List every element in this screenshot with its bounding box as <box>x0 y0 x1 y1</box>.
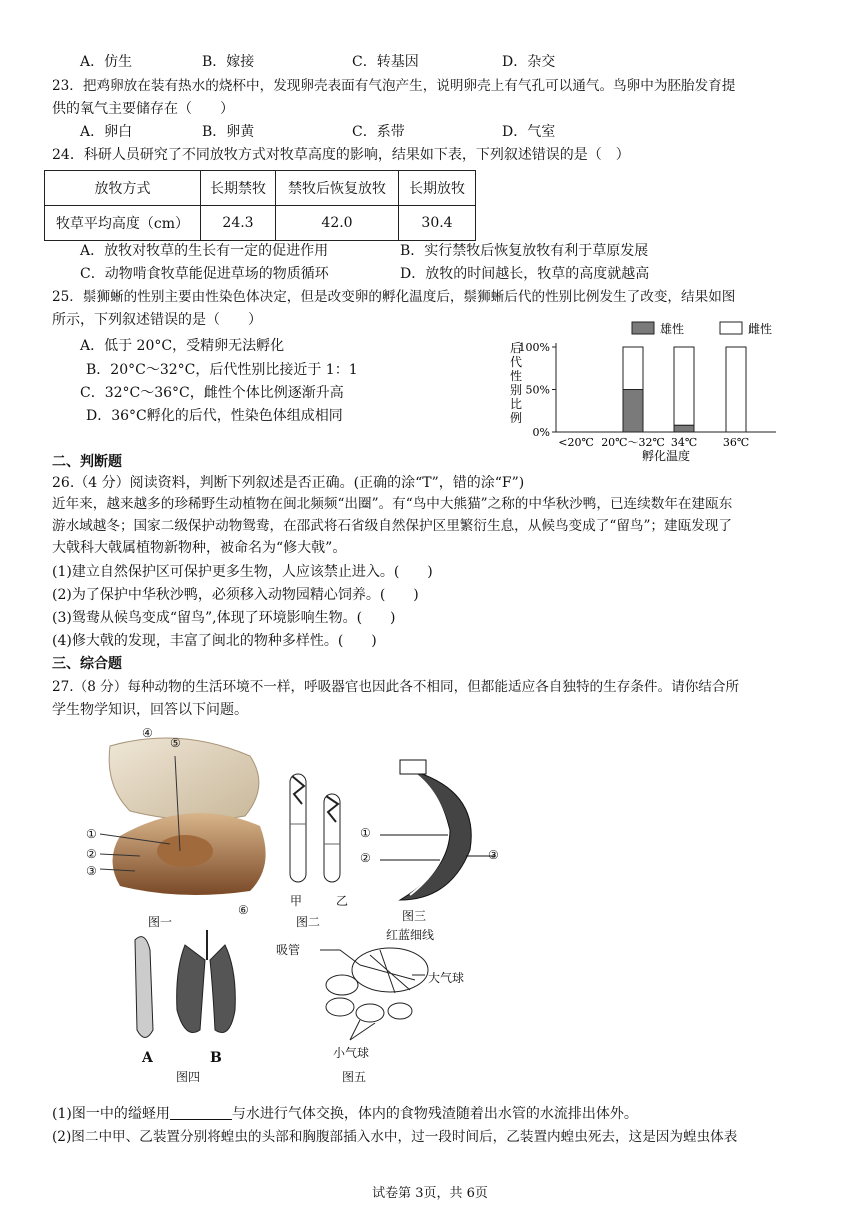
section-2-title: 二、判断题 <box>52 454 122 470</box>
bar-female <box>674 347 694 425</box>
q26-item-3: (3)鸳鸯从候鸟变成“留鸟”,体现了环境影响生物。( ) <box>52 610 396 626</box>
fig3-label-2: ② <box>360 851 371 865</box>
q27-stem-line1: 27.（8 分）每种动物的生活环境不一样，呼吸器官也因此各不相同，但都能适应各自独特的生存条件。请你结合所 <box>52 679 740 695</box>
q26-item-4: (4)修大戟的发现，丰富了闽北的物种多样性。( ) <box>52 633 377 649</box>
q23-option-a: A．卵白 <box>80 124 133 140</box>
table-header-row <box>45 171 476 206</box>
q23-option-b: B．卵黄 <box>202 124 255 140</box>
bar-female <box>726 347 746 432</box>
q26-para-line1: 近年来，越来越多的珍稀野生动植物在闽北频频“出圈”。有“鸟中大熊猫”之称的中华秋沙鸭，已连续数年在建瓯东 <box>52 496 733 512</box>
q26-item-2: (2)为了保护中华秋沙鸭，必须移入动物园精心饲养。( ) <box>52 587 419 603</box>
fig3-subcaption: 红蓝细线 <box>386 928 435 942</box>
figure-3-fish-gill <box>370 750 510 910</box>
fig2-label-jia: 甲 <box>290 894 303 908</box>
bar-male <box>623 390 643 433</box>
table-header-cell: 禁牧后恢复放牧 <box>276 171 399 206</box>
x-tick-label: 36℃ <box>722 436 750 449</box>
x-tick-label: 20℃～32℃ <box>601 436 665 449</box>
fig3-caption: 图三 <box>402 909 427 923</box>
table-cell: 30.4 <box>399 206 476 241</box>
fig4-label-a: A <box>142 1050 153 1066</box>
q24-option-c: C．动物啃食牧草能促进草场的物质循环 <box>80 266 329 282</box>
table-header-cell: 长期放牧 <box>399 171 476 206</box>
q26-para-line3: 大戟科大戟属植物新物种，被命名为“修大戟”。 <box>52 540 347 556</box>
y-axis-label-char: 比 <box>510 397 523 411</box>
q26-para-line2: 游水域越冬；国家二级保护动物鸳鸯，在邵武将石省级自然保护区里繁衍生息，从候鸟变成了“留鸟”；建瓯发现了 <box>52 518 732 534</box>
q25-option-c: C．32°C～36°C，雌性个体比例逐渐升高 <box>80 385 344 401</box>
q22-option-c: C．转基因 <box>352 54 419 70</box>
figure-5-airsac-model <box>300 935 450 1055</box>
q23-option-c: C．系带 <box>352 124 405 140</box>
table-cell: 24.3 <box>201 206 276 241</box>
y-axis-label-char: 性 <box>510 369 523 383</box>
q27-sub2: (2)图二中甲、乙装置分别将蝗虫的头部和胸腹部插入水中，过一段时间后，乙装置内蝗虫死去，这是因为蝗虫体表 <box>52 1129 738 1145</box>
figure-4-lungs <box>115 930 245 1050</box>
fig1-label-4: ④ <box>142 726 153 740</box>
y-tick-label: 100% <box>518 341 550 354</box>
q22-option-d: D．杂交 <box>502 54 556 70</box>
fig5-caption: 图五 <box>342 1070 367 1084</box>
legend-label: 雄性 <box>660 322 685 336</box>
fig1-caption: 图一 <box>148 915 173 929</box>
page-footer: 试卷第 3页，共 6页 <box>372 1186 488 1201</box>
q26-item-1: (1)建立自然保护区可保护更多生物，人应该禁止进入。( ) <box>52 564 433 580</box>
legend-swatch <box>632 322 654 334</box>
fig5-label-small-balloon: 小气球 <box>333 1046 370 1060</box>
grazing-table <box>44 170 476 241</box>
table-cell: 42.0 <box>276 206 399 241</box>
answer-blank[interactable] <box>170 1105 232 1120</box>
q25-option-d: D．36°C孵化的后代，性染色体组成相同 <box>86 408 343 424</box>
fig3-label-1: ① <box>360 826 371 840</box>
x-axis-label: 孵化温度 <box>641 449 691 462</box>
fig1-label-3: ③ <box>86 864 97 878</box>
y-axis-label-char: 后 <box>510 341 523 355</box>
table-header-cell: 放牧方式 <box>45 171 201 206</box>
fig2-label-yi: 乙 <box>336 894 349 908</box>
fig3-label-3: ③ <box>488 848 499 862</box>
fig1-label-5: ⑤ <box>170 736 181 750</box>
q27-stem-line2: 学生物学知识，回答以下问题。 <box>52 702 248 718</box>
y-tick-label: 0% <box>532 426 550 439</box>
q24-option-d: D．放牧的时间越长，牧草的高度就越高 <box>400 266 650 282</box>
q27-sub1 <box>52 1104 638 1124</box>
q24-stem: 24．科研人员研究了不同放牧方式对牧草高度的影响，结果如下表，下列叙述错误的是（ ） <box>52 147 630 163</box>
q22-option-b: B．嫁接 <box>202 54 255 70</box>
fig4-caption: 图四 <box>176 1070 201 1084</box>
q22-option-a: A．仿生 <box>80 54 133 70</box>
fig2-caption: 图二 <box>296 915 321 929</box>
x-tick-label: <20℃ <box>558 436 594 449</box>
q26-stem: 26.（4 分）阅读资料，判断下列叙述是否正确。(正确的涂“T”，错的涂“F”) <box>52 475 525 491</box>
q25-option-b: B．20°C～32°C，后代性别比接近于 1：1 <box>86 362 358 378</box>
q23-stem-line2: 供的氧气主要储存在（ ） <box>52 101 234 117</box>
y-axis-label-char: 代 <box>510 355 523 369</box>
q25-option-a: A．低于 20°C，受精卵无法孵化 <box>80 338 285 354</box>
q24-option-a: A．放牧对牧草的生长有一定的促进作用 <box>80 243 329 259</box>
q24-option-b: B．实行禁牧后恢复放牧有利于草原发展 <box>400 243 649 259</box>
q27-sub1-post: 与水进行气体交换，体内的食物残渣随着出水管的水流排出体外。 <box>231 1106 638 1122</box>
legend-swatch <box>720 322 742 334</box>
section-3-title: 三、综合题 <box>52 656 122 672</box>
fig4-label-b: B <box>210 1050 222 1066</box>
fig5-label-straw: 吸管 <box>276 943 301 957</box>
q25-stem-line1: 25．鬃狮蜥的性别主要由性染色体决定，但是改变卵的孵化温度后，鬃狮蜥后代的性别比例发生了改变，结果如图 <box>52 289 736 305</box>
sex-ratio-chart <box>496 312 796 462</box>
x-tick-label: 34℃ <box>670 436 698 449</box>
table-cell: 牧草平均高度（cm） <box>45 206 201 241</box>
fig5-label-big-balloon: 大气球 <box>428 971 465 985</box>
q23-stem-line1: 23．把鸡卵放在装有热水的烧杯中，发现卵壳表面有气泡产生，说明卵壳上有气孔可以通气。鸟卵中为胚胎发育提 <box>52 78 736 94</box>
y-tick-label: 50% <box>525 383 550 397</box>
fig1-label-2: ② <box>86 847 97 861</box>
table-header-cell: 长期禁牧 <box>201 171 276 206</box>
q23-option-d: D．气室 <box>502 124 556 140</box>
table-row <box>45 206 476 241</box>
q25-stem-line2: 所示，下列叙述错误的是（ ） <box>52 312 262 328</box>
bar-female <box>623 347 643 390</box>
y-axis-label-char: 别 <box>510 383 523 397</box>
y-axis-label-char: 例 <box>510 411 523 425</box>
figure-1-razor-clam <box>80 726 280 926</box>
figure-2-test-tubes <box>280 764 360 894</box>
bar-male <box>674 425 694 432</box>
fig1-label-6: ⑥ <box>238 903 249 917</box>
fig1-label-1: ① <box>86 827 97 841</box>
legend-label: 雌性 <box>748 322 773 336</box>
q27-sub1-pre: (1)图一中的缢蛏用 <box>52 1106 170 1122</box>
